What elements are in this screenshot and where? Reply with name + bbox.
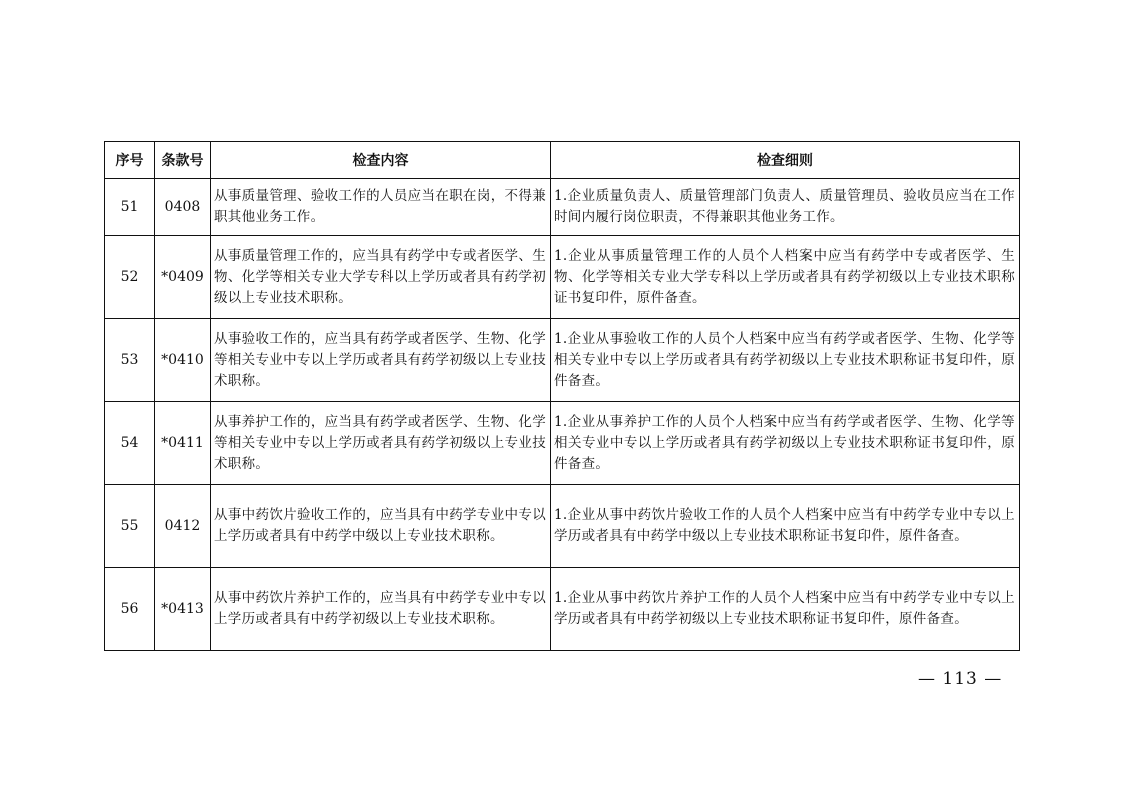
table-row <box>105 179 1020 236</box>
table-row <box>105 568 1020 651</box>
row-clause: *0413 <box>155 568 211 651</box>
row-detail: 1.企业从事验收工作的人员个人档案中应当有药学或者医学、生物、化学等相关专业中专以上学历或者具有药学初级以上专业技术职称证书复印件，原件备查。 <box>551 319 1020 402</box>
row-detail: 1.企业从事质量管理工作的人员个人档案中应当有药学中专或者医学、生物、化学等相关专业大学专科以上学历或者具有药学初级以上专业技术职称证书复印件，原件备查。 <box>551 236 1020 319</box>
row-seq: 53 <box>105 319 155 402</box>
row-content: 从事中药饮片养护工作的，应当具有中药学专业中专以上学历或者具有中药学初级以上专业技术职称。 <box>211 568 551 651</box>
row-seq: 51 <box>105 179 155 236</box>
row-clause: 0412 <box>155 485 211 568</box>
row-content: 从事养护工作的，应当具有药学或者医学、生物、化学等相关专业中专以上学历或者具有药学初级以上专业技术职称。 <box>211 402 551 485</box>
header-seq: 序号 <box>105 142 155 179</box>
table-row <box>105 319 1020 402</box>
row-detail: 1.企业质量负责人、质量管理部门负责人、质量管理员、验收员应当在工作时间内履行岗位职责，不得兼职其他业务工作。 <box>551 179 1020 236</box>
table-header-row <box>105 142 1020 179</box>
row-clause: *0410 <box>155 319 211 402</box>
header-clause: 条款号 <box>155 142 211 179</box>
page-number: — 113 — <box>918 669 1003 689</box>
row-content: 从事验收工作的，应当具有药学或者医学、生物、化学等相关专业中专以上学历或者具有药学初级以上专业技术职称。 <box>211 319 551 402</box>
row-detail: 1.企业从事中药饮片养护工作的人员个人档案中应当有中药学专业中专以上学历或者具有中药学初级以上专业技术职称证书复印件，原件备查。 <box>551 568 1020 651</box>
row-seq: 54 <box>105 402 155 485</box>
row-clause: *0411 <box>155 402 211 485</box>
row-clause: 0408 <box>155 179 211 236</box>
table-row <box>105 236 1020 319</box>
table-row <box>105 402 1020 485</box>
row-content: 从事中药饮片验收工作的，应当具有中药学专业中专以上学历或者具有中药学中级以上专业技术职称。 <box>211 485 551 568</box>
row-content: 从事质量管理、验收工作的人员应当在职在岗，不得兼职其他业务工作。 <box>211 179 551 236</box>
table-row <box>105 485 1020 568</box>
row-detail: 1.企业从事中药饮片验收工作的人员个人档案中应当有中药学专业中专以上学历或者具有中药学中级以上专业技术职称证书复印件，原件备查。 <box>551 485 1020 568</box>
row-detail: 1.企业从事养护工作的人员个人档案中应当有药学或者医学、生物、化学等相关专业中专以上学历或者具有药学初级以上专业技术职称证书复印件，原件备查。 <box>551 402 1020 485</box>
row-seq: 55 <box>105 485 155 568</box>
row-seq: 56 <box>105 568 155 651</box>
row-clause: *0409 <box>155 236 211 319</box>
row-content: 从事质量管理工作的，应当具有药学中专或者医学、生物、化学等相关专业大学专科以上学历或者具有药学初级以上专业技术职称。 <box>211 236 551 319</box>
row-seq: 52 <box>105 236 155 319</box>
inspection-table <box>104 141 1020 651</box>
header-content: 检查内容 <box>211 142 551 179</box>
header-detail: 检查细则 <box>551 142 1020 179</box>
